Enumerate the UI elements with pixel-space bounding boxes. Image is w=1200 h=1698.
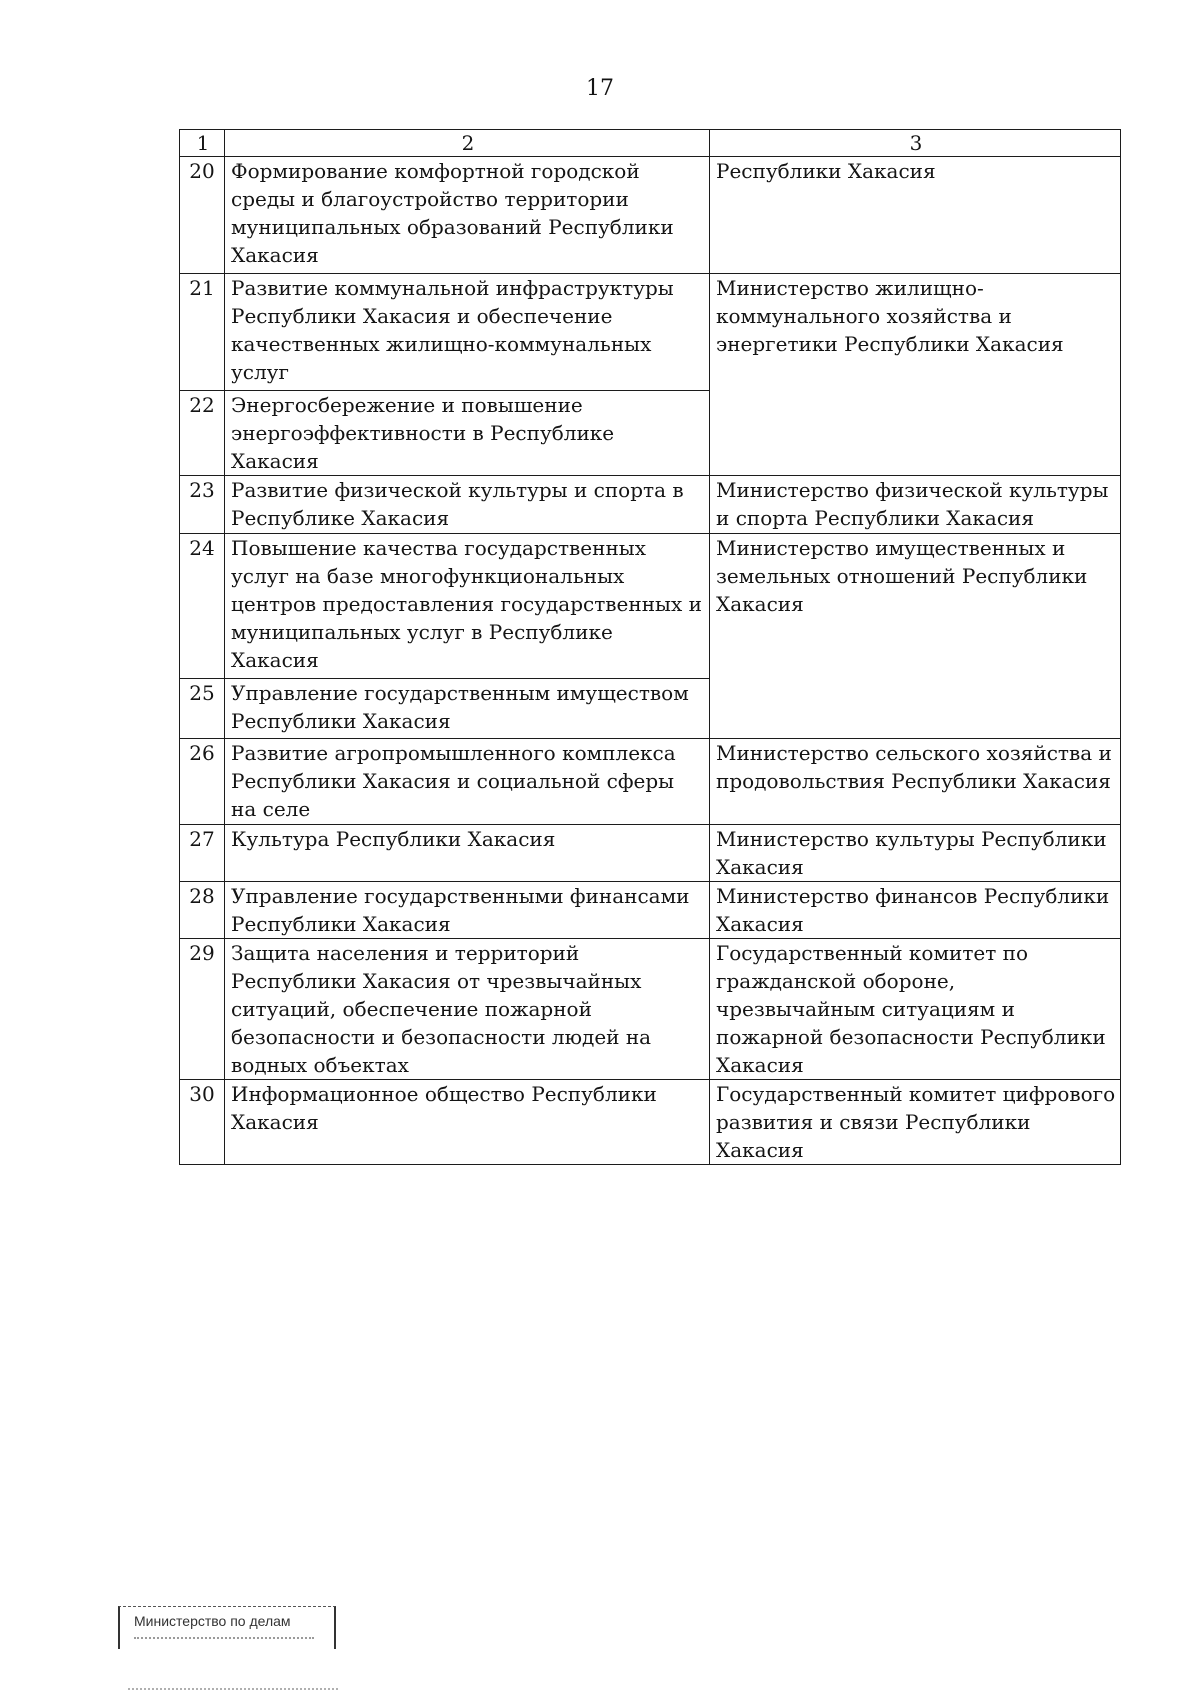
program-name: Развитие коммунальной инфраструктуры Республики Хакасия и обеспечение качественных жилищно-коммунальных услуг: [225, 274, 710, 391]
responsible-body: Министерство сельского хозяйства и продовольствия Республики Хакасия: [710, 739, 1121, 825]
row-number: 22: [180, 391, 225, 476]
program-name: Энергосбережение и повышение энергоэффективности в Республике Хакасия: [225, 391, 710, 476]
program-name: Управление государственными финансами Республики Хакасия: [225, 882, 710, 939]
row-number: 23: [180, 476, 225, 534]
row-number: 28: [180, 882, 225, 939]
row-number: 25: [180, 679, 225, 739]
table-row: [180, 939, 1121, 1080]
responsible-body: Министерство финансов Республики Хакасия: [710, 882, 1121, 939]
program-name: Развитие агропромышленного комплекса Республики Хакасия и социальной сферы на селе: [225, 739, 710, 825]
row-number: 20: [180, 157, 225, 274]
table-header-row: [180, 130, 1121, 157]
scan-artifact: [128, 1688, 338, 1690]
row-number: 29: [180, 939, 225, 1080]
responsible-body: Министерство культуры Республики Хакасия: [710, 825, 1121, 882]
table-row: [180, 739, 1121, 825]
column-header-2: 2: [225, 130, 710, 157]
table-row: [180, 825, 1121, 882]
program-name: Культура Республики Хакасия: [225, 825, 710, 882]
row-number: 21: [180, 274, 225, 391]
program-name: Развитие физической культуры и спорта в Республике Хакасия: [225, 476, 710, 534]
table-row: [180, 1080, 1121, 1165]
program-name: Защита населения и территорий Республики Хакасия от чрезвычайных ситуаций, обеспечение пожарной безопасности и безопасности людей на водных объектах: [225, 939, 710, 1080]
row-number: 27: [180, 825, 225, 882]
program-name: Формирование комфортной городской среды и благоустройство территории муниципальных образований Республики Хакасия: [225, 157, 710, 274]
responsible-body: Государственный комитет по гражданской обороне, чрезвычайным ситуациям и пожарной безопасности Республики Хакасия: [710, 939, 1121, 1080]
registration-stamp: [118, 1606, 336, 1649]
table-row: [180, 274, 1121, 391]
program-name: Информационное общество Республики Хакасия: [225, 1080, 710, 1165]
table-row: [180, 882, 1121, 939]
row-number: 24: [180, 534, 225, 679]
responsible-body: Республики Хакасия: [710, 157, 1121, 274]
program-name: Повышение качества государственных услуг на базе многофункциональных центров предоставления государственных и муниципальных услуг в Республике Хакасия: [225, 534, 710, 679]
column-header-1: 1: [180, 130, 225, 157]
responsible-body: Министерство физической культуры и спорта Республики Хакасия: [710, 476, 1121, 534]
responsible-body: Государственный комитет цифрового развития и связи Республики Хакасия: [710, 1080, 1121, 1165]
row-number: 30: [180, 1080, 225, 1165]
program-name: Управление государственным имуществом Республики Хакасия: [225, 679, 710, 739]
table-row: [180, 476, 1121, 534]
programs-table: [179, 129, 1121, 1165]
stamp-dotted-line: [134, 1637, 314, 1639]
table-row: [180, 157, 1121, 274]
page-number: 17: [586, 76, 614, 101]
column-header-3: 3: [710, 130, 1121, 157]
row-number: 26: [180, 739, 225, 825]
responsible-body: Министерство имущественных и земельных отношений Республики Хакасия: [710, 534, 1121, 739]
table-row: [180, 534, 1121, 679]
stamp-text: Министерство по делам: [134, 1613, 291, 1629]
responsible-body: Министерство жилищно-коммунального хозяйства и энергетики Республики Хакасия: [710, 274, 1121, 476]
